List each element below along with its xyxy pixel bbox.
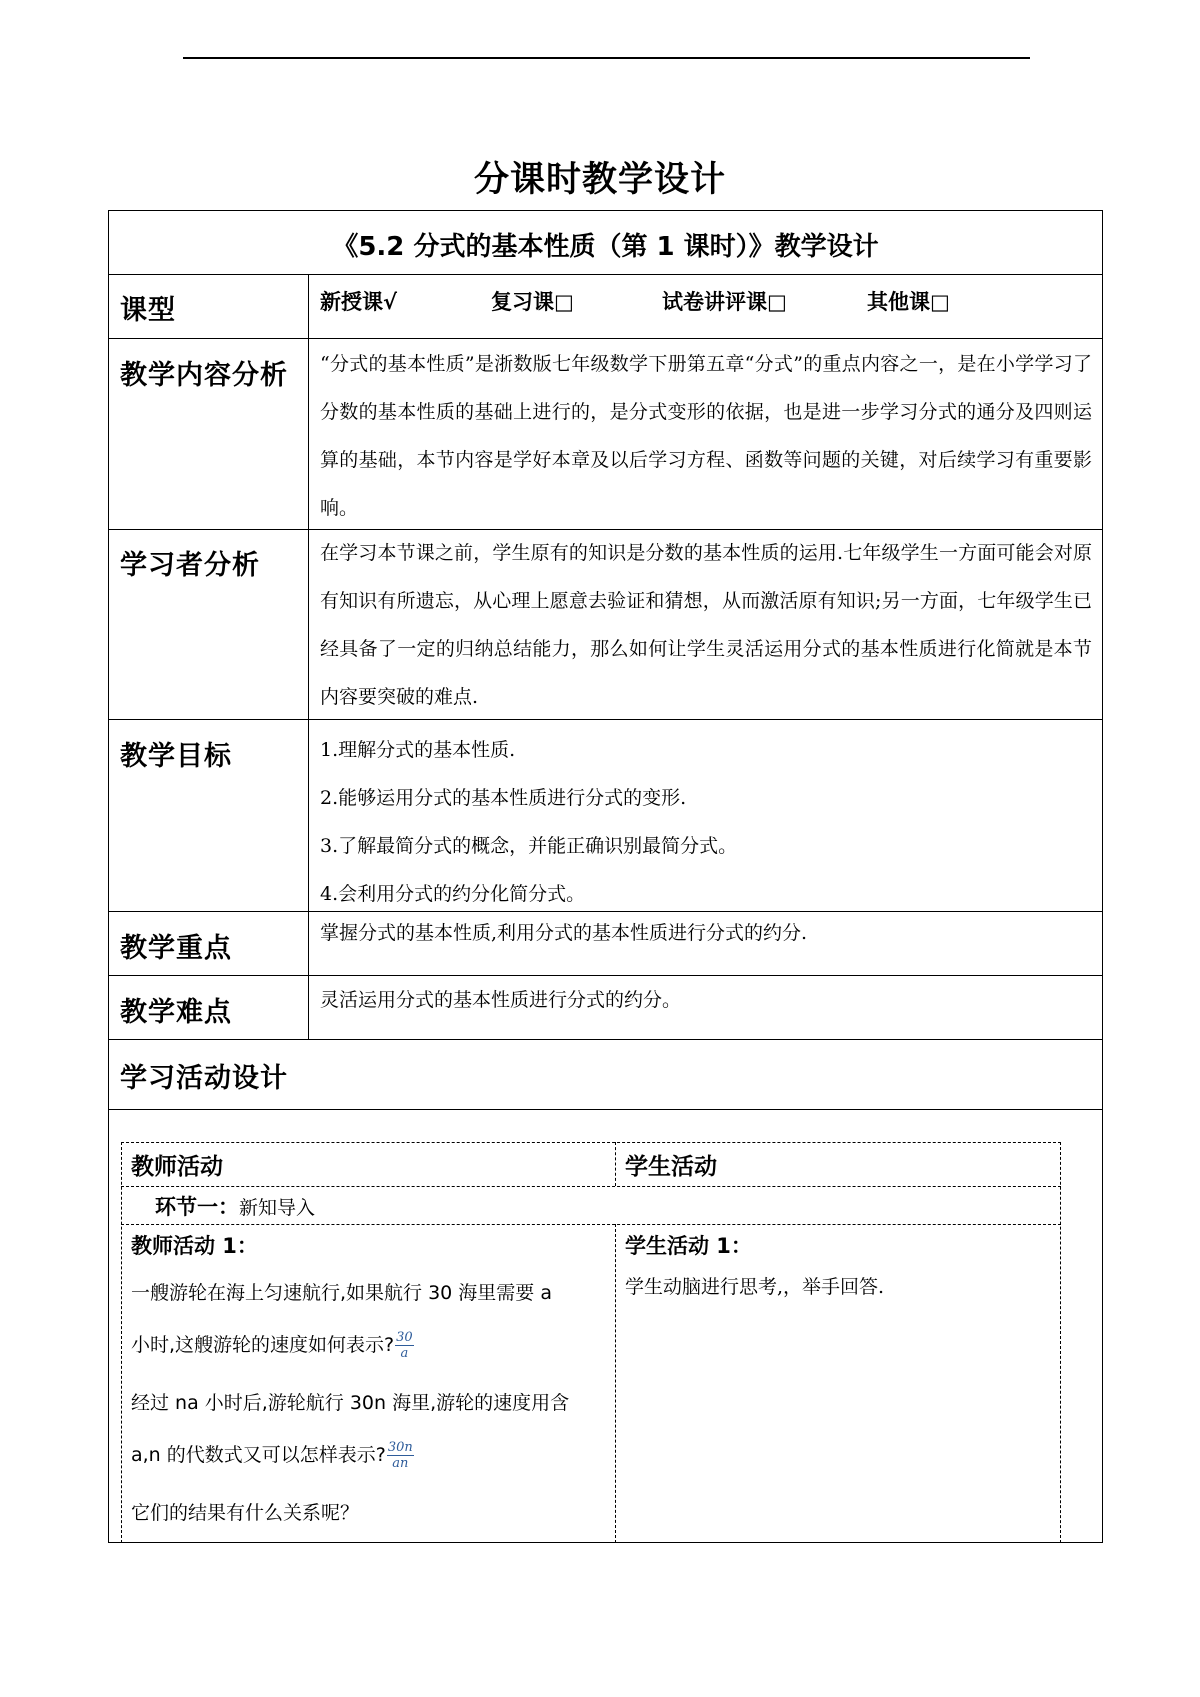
table-divider — [108, 338, 1103, 339]
table-divider — [108, 274, 1103, 275]
table-divider — [108, 975, 1103, 976]
teacher-activity-line: 它们的结果有什么关系呢？ — [131, 1502, 360, 1524]
activity-design-label: 学习活动设计 — [120, 1063, 288, 1094]
section-name: 环节一： — [155, 1195, 239, 1219]
teacher-activity-header: 教师活动 — [131, 1154, 223, 1180]
fraction-numerator: 30 — [396, 1330, 413, 1345]
key-points-text: 掌握分式的基本性质,利用分式的基本性质进行分式的约分. — [320, 922, 808, 944]
fraction-30n-over-an — [387, 1440, 414, 1471]
list-item: 2.能够运用分式的基本性质进行分式的变形. — [320, 787, 687, 809]
dashed-divider — [1060, 1142, 1061, 1543]
teacher-activity-line: 经过 na 小时后,游轮航行 30n 海里,游轮的速度用含 — [131, 1392, 570, 1414]
dashed-divider — [615, 1224, 616, 1543]
course-type-review: 复习课□ — [491, 290, 574, 314]
list-item: 1.理解分式的基本性质. — [320, 739, 516, 761]
fraction-denominator: a — [400, 1346, 409, 1361]
lesson-title: 《5.2 分式的基本性质（第 1 课时）》教学设计 — [332, 232, 879, 262]
column-divider — [308, 274, 309, 1039]
header-rule — [183, 57, 1030, 59]
teacher-activity-line — [131, 1330, 414, 1361]
fraction-30-over-a — [395, 1330, 414, 1361]
course-type-exam-review: 试卷讲评课□ — [662, 290, 787, 314]
teacher-activity-line: 一艘游轮在海上匀速航行,如果航行 30 海里需要 a — [131, 1282, 552, 1304]
fraction-denominator: an — [392, 1456, 409, 1471]
content-analysis-text: “分式的基本性质”是浙数版七年级数学下册第五章“分式”的重点内容之一，是在小学学习了分数的基本性质的基础上进行的，是分式变形的依据，也是进一步学习分式的通分及四则运算的基础，本节内容是学好本章及以后学习方程、函数等问题的关键，对后续学习有重要影响。 — [320, 353, 1092, 519]
document-title: 分课时教学设计 — [473, 160, 726, 200]
course-type-new: 新授课√ — [320, 290, 398, 314]
student-activity-header: 学生活动 — [625, 1154, 717, 1180]
section-heading — [155, 1191, 315, 1221]
difficulties-label: 教学难点 — [120, 997, 232, 1028]
content-analysis-label: 教学内容分析 — [120, 360, 288, 391]
teacher-activity-line — [131, 1440, 414, 1471]
dashed-divider — [121, 1142, 122, 1543]
list-item: 4.会利用分式的约分化简分式。 — [320, 883, 586, 905]
activity-table — [121, 1142, 1061, 1543]
teacher-activity-line-text: 小时,这艘游轮的速度如何表示? — [131, 1334, 395, 1356]
learner-analysis-label: 学习者分析 — [120, 550, 260, 581]
fraction-numerator: 30n — [387, 1440, 413, 1455]
course-type-label: 课型 — [120, 295, 176, 326]
dashed-divider — [121, 1186, 1061, 1187]
key-points-label: 教学重点 — [120, 933, 232, 964]
table-divider — [108, 1039, 1103, 1040]
dashed-divider — [615, 1142, 616, 1186]
teacher-activity-heading: 教师活动 1： — [131, 1234, 258, 1258]
student-activity-heading: 学生活动 1： — [625, 1234, 752, 1258]
dashed-divider — [121, 1142, 1061, 1143]
teacher-activity-line-text: a,n 的代数式又可以怎样表示? — [131, 1444, 386, 1466]
course-type-other: 其他课□ — [867, 290, 950, 314]
dashed-divider — [121, 1224, 1061, 1225]
student-activity-text: 学生动脑进行思考,，举手回答. — [625, 1276, 885, 1298]
objectives-label: 教学目标 — [120, 741, 232, 772]
section-title: 新知导入 — [239, 1197, 316, 1219]
objectives-list — [320, 726, 737, 918]
table-divider — [108, 1109, 1103, 1110]
list-item: 3.了解最简分式的概念，并能正确识别最简分式。 — [320, 835, 738, 857]
difficulties-text: 灵活运用分式的基本性质进行分式的约分。 — [320, 989, 682, 1011]
learner-analysis-text: 在学习本节课之前，学生原有的知识是分数的基本性质的运用.七年级学生一方面可能会对原有知识有所遗忘，从心理上愿意去验证和猜想，从而激活原有知识;另一方面，七年级学生已经具备了一定的归纳总结能力，那么如何让学生灵活运用分式的基本性质进行化简就是本节内容要突破的难点. — [320, 542, 1092, 708]
